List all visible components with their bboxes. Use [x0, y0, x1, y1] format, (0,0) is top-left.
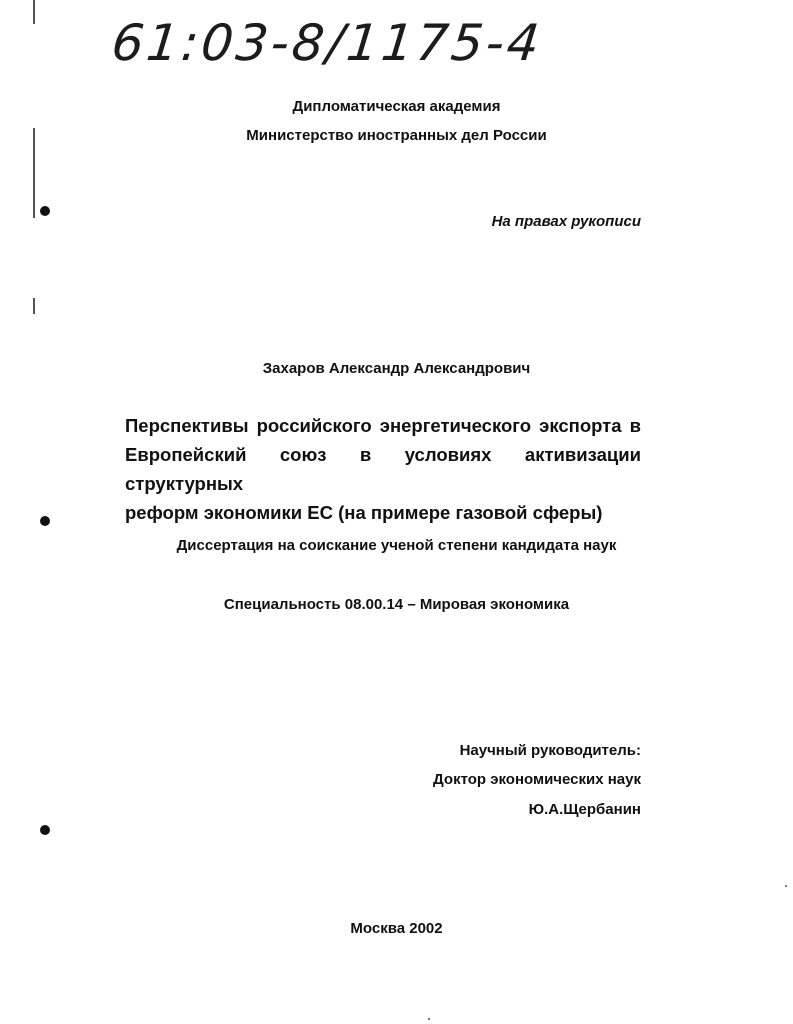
binder-hole-mark [40, 516, 50, 526]
specialty: Специальность 08.00.14 – Мировая экономика [223, 596, 570, 613]
scan-margin-line [33, 298, 35, 314]
supervisor-label: Научный руководитель: [459, 742, 641, 759]
dissertation-title [125, 411, 641, 527]
title-line: Перспективы российского энергетического экспорта в [125, 415, 641, 436]
scan-margin-line [33, 0, 35, 24]
binder-hole-mark [40, 206, 50, 216]
degree-statement: Диссертация на соискание ученой степени кандидата наук [176, 537, 617, 554]
scan-speck [785, 885, 787, 887]
supervisor-name: Ю.А.Щербанин [528, 801, 641, 818]
title-line: Европейский союз в условиях активизации структурных [125, 444, 641, 494]
author-name: Захаров Александр Александрович [262, 360, 531, 377]
supervisor-degree: Доктор экономических наук [433, 771, 641, 788]
binder-hole-mark [40, 825, 50, 835]
ministry-name: Министерство иностранных дел России [246, 127, 547, 144]
archive-number: 61:03-8/1175-4 [108, 14, 545, 72]
place-year: Москва 2002 [350, 920, 443, 937]
title-line: реформ экономики ЕС (на примере газовой сферы) [125, 502, 603, 523]
manuscript-rights-note: На правах рукописи [491, 213, 641, 230]
institution-name: Дипломатическая академия [292, 98, 501, 115]
scan-speck [428, 1018, 430, 1020]
